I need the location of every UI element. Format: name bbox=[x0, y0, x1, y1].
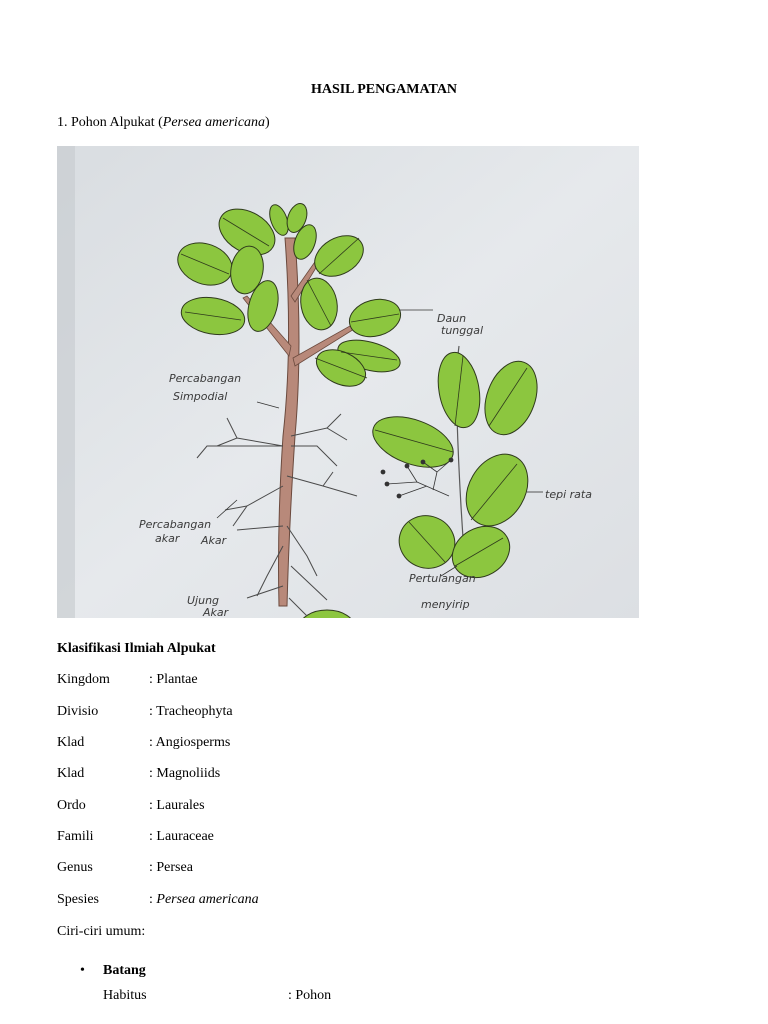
label-ujung-akar: Ujung bbox=[187, 594, 220, 607]
row-value: : Persea americana bbox=[149, 892, 259, 907]
subtitle-latin: Persea americana bbox=[162, 115, 266, 130]
spesies-latin: Persea americana bbox=[156, 892, 259, 907]
habitus-key: Habitus bbox=[103, 988, 147, 1003]
label-percabangan-simpodial: Percabangan bbox=[169, 372, 242, 385]
row-value: : Tracheophyta bbox=[149, 704, 233, 719]
svg-text:menyirip: menyirip bbox=[421, 598, 470, 611]
svg-text:Akar: Akar bbox=[203, 606, 229, 618]
row-key: Famili bbox=[57, 829, 94, 844]
label-akar: Akar bbox=[201, 534, 227, 547]
row-key: Kingdom bbox=[57, 672, 110, 687]
svg-text:akar: akar bbox=[155, 532, 180, 545]
row-value: : Persea bbox=[149, 860, 193, 875]
row-key: Genus bbox=[57, 860, 93, 875]
svg-text:tunggal: tunggal bbox=[441, 324, 484, 337]
page-title: HASIL PENGAMATAN bbox=[310, 82, 458, 97]
label-pertulangan-menyirip: Pertulangan bbox=[409, 572, 476, 585]
label-percabangan-akar: Percabangan bbox=[139, 518, 212, 531]
habitus-value: : Pohon bbox=[288, 988, 332, 1003]
row-value: : Plantae bbox=[149, 672, 198, 687]
batang-heading: Batang bbox=[103, 963, 146, 978]
klasifikasi-title: Klasifikasi Ilmiah Alpukat bbox=[57, 641, 216, 656]
row-key: Divisio bbox=[57, 704, 99, 719]
svg-text:Simpodial: Simpodial bbox=[173, 390, 228, 403]
subtitle-suffix: ) bbox=[265, 115, 270, 130]
ciri-umum-label: Ciri-ciri umum: bbox=[57, 924, 146, 939]
subtitle bbox=[57, 115, 270, 131]
subtitle-prefix: 1. Pohon Alpukat ( bbox=[57, 115, 163, 130]
row-value: : Lauraceae bbox=[149, 829, 214, 844]
label-tepi-rata: tepi rata bbox=[545, 488, 592, 501]
row-value: : Magnoliids bbox=[149, 766, 221, 781]
row-value: : Angiosperms bbox=[149, 735, 231, 750]
bullet-dot: • bbox=[80, 963, 85, 978]
row-key: Klad bbox=[57, 735, 85, 750]
label-daun-tunggal: Daun bbox=[437, 312, 467, 325]
row-key: Spesies bbox=[57, 892, 99, 907]
plant-drawing-photo bbox=[57, 146, 639, 618]
row-key: Klad bbox=[57, 766, 85, 781]
row-value: : Laurales bbox=[149, 798, 205, 813]
row-key: Ordo bbox=[57, 798, 86, 813]
